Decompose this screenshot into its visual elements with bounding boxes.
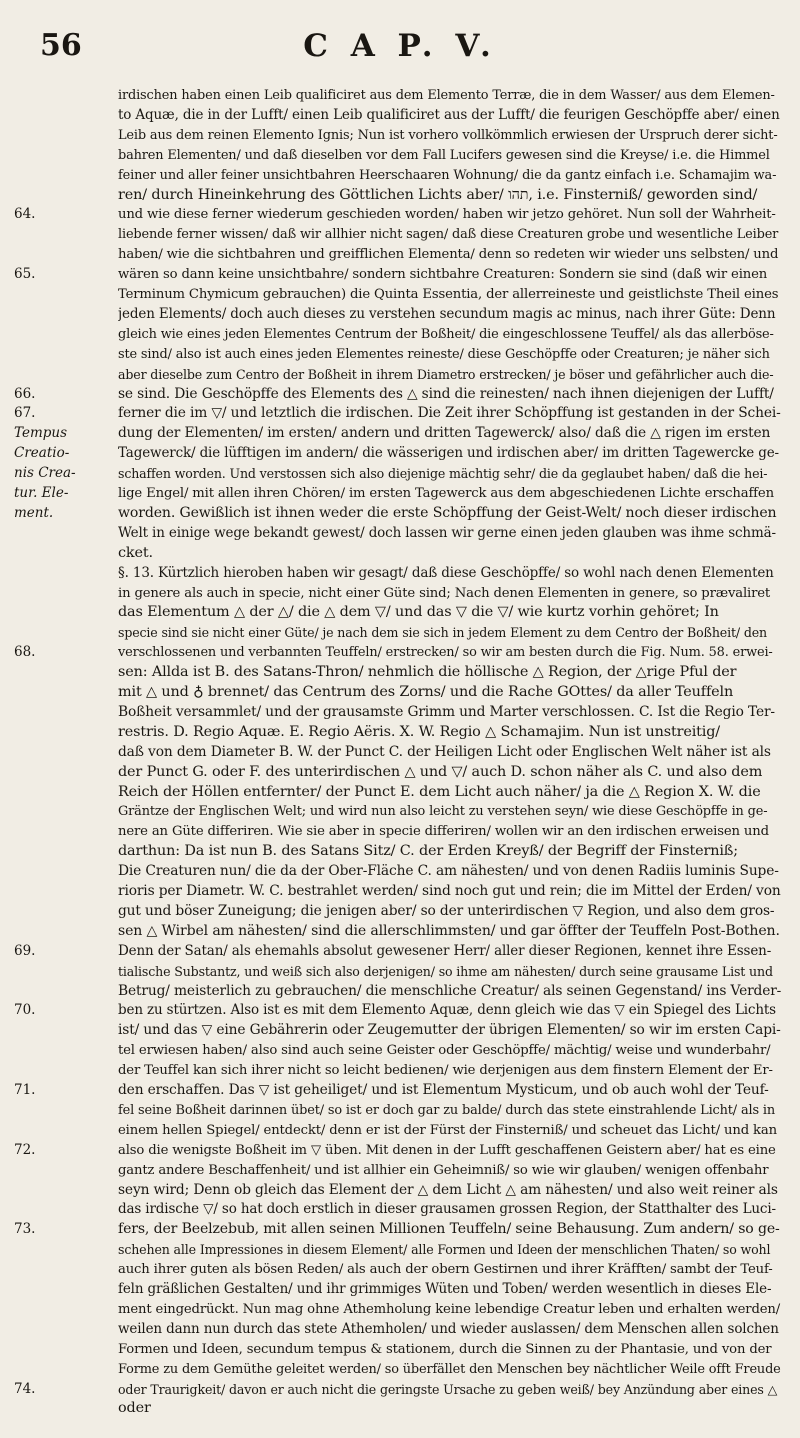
- text-line: Welt in einige wege bekandt gewest/ doch lassen wir gerne einen jeden glauben was ihme schmä-: [118, 524, 776, 541]
- paragraph-number: 64.: [14, 206, 36, 223]
- text-line: oder: [118, 1400, 151, 1417]
- text-line: worden. Gewißlich ist ihnen weder die erste Schöpffung der Geist-Welt/ noch dieser irdischen: [118, 504, 777, 521]
- text-line: und wie diese ferner wiederum geschieden worden/ haben wir jetzo gehöret. Nun soll der Wahrheit-: [118, 207, 776, 223]
- text-line: ferner die im ▽/ und letztlich die irdischen. Die Zeit ihrer Schöpffung ist gestanden in der Schei-: [118, 405, 781, 422]
- text-line: den erschaffen. Das ▽ ist geheiliget/ und ist Elementum Mysticum, und ob auch wohl der Teuf-: [118, 1082, 769, 1098]
- text-line: Forme zu dem Gemüthe geleitet werden/ so überfället den Menschen bey nächtlicher Weile offt Freude: [118, 1361, 781, 1377]
- text-line: nere an Güte differiren. Wie sie aber in specie differiren/ wollen wir an den irdischen erweisen und: [118, 824, 769, 840]
- text-body: [0, 86, 800, 1426]
- text-line: schehen alle Impressiones in diesem Element/ alle Formen und Ideen der menschlichen Thaten/ so wohl: [118, 1242, 771, 1258]
- text-line: lige Engel/ mit allen ihren Chören/ im ersten Tagewerck aus dem abgeschiedenen Lichte erschaffen: [118, 486, 774, 501]
- paragraph-number: 68.: [14, 644, 36, 661]
- text-line: der Punct G. oder F. des unterirdischen △ und ▽/ auch D. schon näher als C. und also dem: [118, 763, 763, 780]
- text-line: Die Creaturen nun/ die da der Ober-Fläche C. am nähesten/ und von denen Radiis luminis Supe-: [118, 863, 779, 880]
- text-line: §. 13. Kürtzlich hieroben haben wir gesagt/ daß diese Geschöpffe/ so wohl nach denen Elementen: [118, 564, 774, 581]
- text-line: fel seine Boßheit darinnen übet/ so ist er doch gar zu balde/ durch das stete einstrahlende Licht/ als in: [118, 1102, 775, 1118]
- paragraph-number: 65.: [14, 266, 36, 283]
- text-line: ben zu stürtzen. Also ist es mit dem Elemento Aquæ, denn gleich wie das ▽ ein Spiegel des Lichts: [118, 1002, 776, 1019]
- text-line: oder Traurigkeit/ davon er auch nicht die geringste Ursache zu geben weiß/ bey Anzündung aber eines △: [118, 1381, 778, 1397]
- text-line: daß von dem Diameter B. W. der Punct C. der Heiligen Licht oder Englischen Welt näher ist als: [118, 743, 771, 760]
- text-line: liebende ferner wissen/ daß wir allhier nicht sagen/ daß diese Creaturen grobe und wesentliche Leiber: [118, 227, 779, 243]
- text-line: Formen und Ideen, secundum tempus & stationem, durch die Sinnen zu der Phantasie, und von der: [118, 1341, 772, 1357]
- text-line: also die wenigste Boßheit im ▽ üben. Mit denen in der Lufft geschaffenen Geistern aber/ hat es eine: [118, 1142, 776, 1158]
- text-line: feiner und aller feiner unsichtbahren Heerschaaren Wohnung/ die da gantz einfach i.e. Schamajim wa-: [118, 167, 777, 183]
- margin-note: tur. Ele-: [14, 485, 69, 501]
- text-line: Betrug/ meisterlich zu gebrauchen/ die menschliche Creatur/ als seinen Gegenstand/ ins Verder-: [118, 982, 782, 999]
- text-line: seyn wird; Denn ob gleich das Element der △ dem Licht △ am nähesten/ und also weit reiner als: [118, 1181, 778, 1198]
- text-line: Boßheit versammlet/ und der grausamste Grimm und Marter verschlossen. C. Ist die Regio Ter-: [118, 703, 775, 720]
- text-line: se sind. Die Geschöpffe des Elements des △ sind die reinesten/ nach ihnen diejenigen der Lufft/: [118, 385, 774, 402]
- paragraph-number: 69.: [14, 942, 36, 959]
- text-line: wären so dann keine unsichtbahre/ sondern sichtbahre Creaturen: Sondern sie sind (daß wir einen: [118, 267, 768, 283]
- text-line: Leib aus dem reinen Elemento Ignis; Nun ist vorhero vollkömmlich erwiesen der Urspruch derer sicht-: [118, 127, 778, 143]
- text-line: aber dieselbe zum Centro der Boßheit in ihrem Diametro erstrecken/ je böser und gefährlicher auch die-: [118, 366, 774, 382]
- text-line: sen △ Wirbel am nähesten/ sind die allerschlimmsten/ und gar öffter der Teuffeln Post-Bothen.: [118, 922, 780, 939]
- text-line: haben/ wie die sichtbahren und greifflichen Elementa/ denn so redeten wir wieder uns selbsten/ und: [118, 247, 779, 263]
- paragraph-number: 70.: [14, 1002, 36, 1019]
- text-line: gut und böser Zuneigung; die jenigen aber/ so der unterirdischen ▽ Region, und also dem gros-: [118, 902, 775, 919]
- page-header: [0, 28, 800, 78]
- paragraph-number: 72.: [14, 1141, 36, 1158]
- text-line: specie sind sie nicht einer Güte/ je nach dem sie sich in jedem Element zu dem Centro der Boßheit/ den: [118, 625, 767, 641]
- text-line: der Teuffel kan sich ihrer nicht so leicht bedienen/ wie derjenigen aus dem finstern Element der Er-: [118, 1063, 773, 1079]
- text-line: gleich wie eines jeden Elementes Centrum der Boßheit/ die eingeschlossene Teuffel/ als das allerböse-: [118, 326, 774, 342]
- paragraph-number: 74.: [14, 1380, 36, 1397]
- text-line: feln gräßlichen Gestalten/ und ihr grimmiges Wüten und Toben/ werden wesentlich in dieses Ele-: [118, 1281, 772, 1297]
- text-line: einem hellen Spiegel/ entdeckt/ denn er ist der Fürst der Finsterniß/ und scheuet das Licht/ und kan: [118, 1122, 777, 1138]
- text-line: restris. D. Regio Aquæ. E. Regio Aëris. X. W. Regio △ Schamajim. Nun ist unstreitig/: [118, 723, 720, 740]
- text-line: fers, der Beelzebub, mit allen seinen Millionen Teuffeln/ seine Behausung. Zum andern/ so ge-: [118, 1221, 780, 1238]
- text-line: gantz andere Beschaffenheit/ und ist allhier ein Geheimniß/ so wie wir glauben/ wenigen offenbahr: [118, 1162, 769, 1178]
- text-line: das Elementum △ der △/ die △ dem ▽/ und das ▽ die ▽/ wie kurtz vorhin gehöret; In: [118, 604, 719, 621]
- text-line: irdischen haben einen Leib qualificiret aus dem Elemento Terræ, die in dem Wasser/ aus dem Elemen-: [118, 88, 775, 103]
- text-line: Reich der Höllen entfernter/ der Punct E. dem Licht auch näher/ ja die △ Region X. W. die: [118, 783, 761, 800]
- text-line: darthun: Da ist nun B. des Satans Sitz/ C. der Erden Kreyß/ der Begriff der Finsterniß;: [118, 843, 738, 860]
- text-line: auch ihrer guten als bösen Reden/ als auch der obern Gestirnen und ihrer Kräfften/ sambt der Teuf-: [118, 1262, 773, 1278]
- text-line: weilen dann nun durch das stete Athemholen/ und wieder auslassen/ dem Menschen allen solchen: [118, 1320, 779, 1337]
- text-line: bahren Elementen/ und daß dieselben vor dem Fall Lucifers gewesen sind die Kreyse/ i.e. die Himmel: [118, 147, 770, 163]
- margin-note: Creatio-: [14, 445, 70, 462]
- text-line: to Aquæ, die in der Lufft/ einen Leib qualificiret aus der Lufft/ die feurigen Geschöpffe aber/ einen: [118, 106, 780, 123]
- text-line: dung der Elementen/ im ersten/ andern und dritten Tagewerck/ also/ daß die △ rigen im ersten: [118, 425, 771, 442]
- margin-note: ment.: [14, 504, 54, 521]
- paragraph-number: 73.: [14, 1221, 36, 1238]
- text-line: Denn der Satan/ als ehemahls absolut gewesener Herr/ aller dieser Regionen, kennet ihre Essen-: [118, 942, 772, 959]
- text-line: mit △ und ♁ brennet/ das Centrum des Zorns/ und die Rache GOttes/ da aller Teuffeln: [118, 684, 734, 700]
- paragraph-number: 71.: [14, 1082, 36, 1098]
- text-line: rioris per Diametr. W. C. bestrahlet werden/ sind noch gut und rein; die im Mittel der Erden/ von: [118, 883, 781, 899]
- text-line: sen: Allda ist B. des Satans-Thron/ nehmlich die höllische △ Region, der △rige Pful der: [118, 664, 737, 681]
- paragraph-number: 67.: [14, 405, 36, 422]
- paragraph-number: 66.: [14, 385, 36, 402]
- text-line: Gräntze der Englischen Welt; und wird nun also leicht zu verstehen seyn/ wie diese Geschöpffe in ge-: [118, 804, 768, 820]
- text-line: Terminum Chymicum gebrauchen) die Quinta Essentia, der allerreineste und geistlichste Theil eines: [118, 287, 779, 302]
- text-line: ste sind/ also ist auch eines jeden Elementes reineste/ diese Geschöpffe oder Creaturen; je näher sich: [118, 346, 770, 362]
- text-line: tel erwiesen haben/ also sind auch seine Geister oder Geschöpffe/ mächtig/ weise und wunderbahr/: [118, 1043, 771, 1059]
- text-line: verschlossenen und verbannten Teuffeln/ erstrecken/ so wir am besten durch die Fig. Num. 58. erwei-: [118, 645, 773, 661]
- margin-note: Tempus: [14, 425, 68, 442]
- running-title: C A P. V.: [303, 28, 497, 64]
- text-line: ment eingedrückt. Nun mag ohne Athemholung keine lebendige Creatur leben und erhalten werden/: [118, 1301, 781, 1317]
- text-line: ist/ und das ▽ eine Gebährerin oder Zeugemutter der übrigen Elementen/ so wir im ersten Capi-: [118, 1022, 781, 1039]
- page-number: 56: [40, 28, 82, 63]
- text-line: ren/ durch Hineinkehrung des Göttlichen Lichts aber/ תהו, i.e. Finsterniß/ geworden sind/: [118, 186, 758, 203]
- text-line: jeden Elements/ doch auch dieses zu verstehen secundum magis ac minus, nach ihrer Güte: Denn: [118, 305, 776, 322]
- text-line: tialische Substantz, und weiß sich also derjenigen/ so ihme am nähesten/ durch seine grausame List und: [118, 963, 773, 979]
- text-line: cket.: [118, 544, 153, 561]
- margin-note: nis Crea-: [14, 465, 76, 482]
- text-line: das irdische ▽/ so hat doch erstlich in dieser grausamen grossen Region, der Statthalter des Luci-: [118, 1201, 776, 1218]
- text-line: Tagewerck/ die lüfftigen im andern/ die wässerigen und irdischen aber/ im dritten Tagewercke ge-: [118, 445, 779, 462]
- text-line: schaffen worden. Und verstossen sich also diejenige mächtig sehr/ die da geglaubet haben/ daß die hei-: [118, 466, 768, 482]
- text-line: in genere als auch in specie, nicht einer Güte sind; Nach denen Elementen in genere, so prævaliret: [118, 585, 771, 601]
